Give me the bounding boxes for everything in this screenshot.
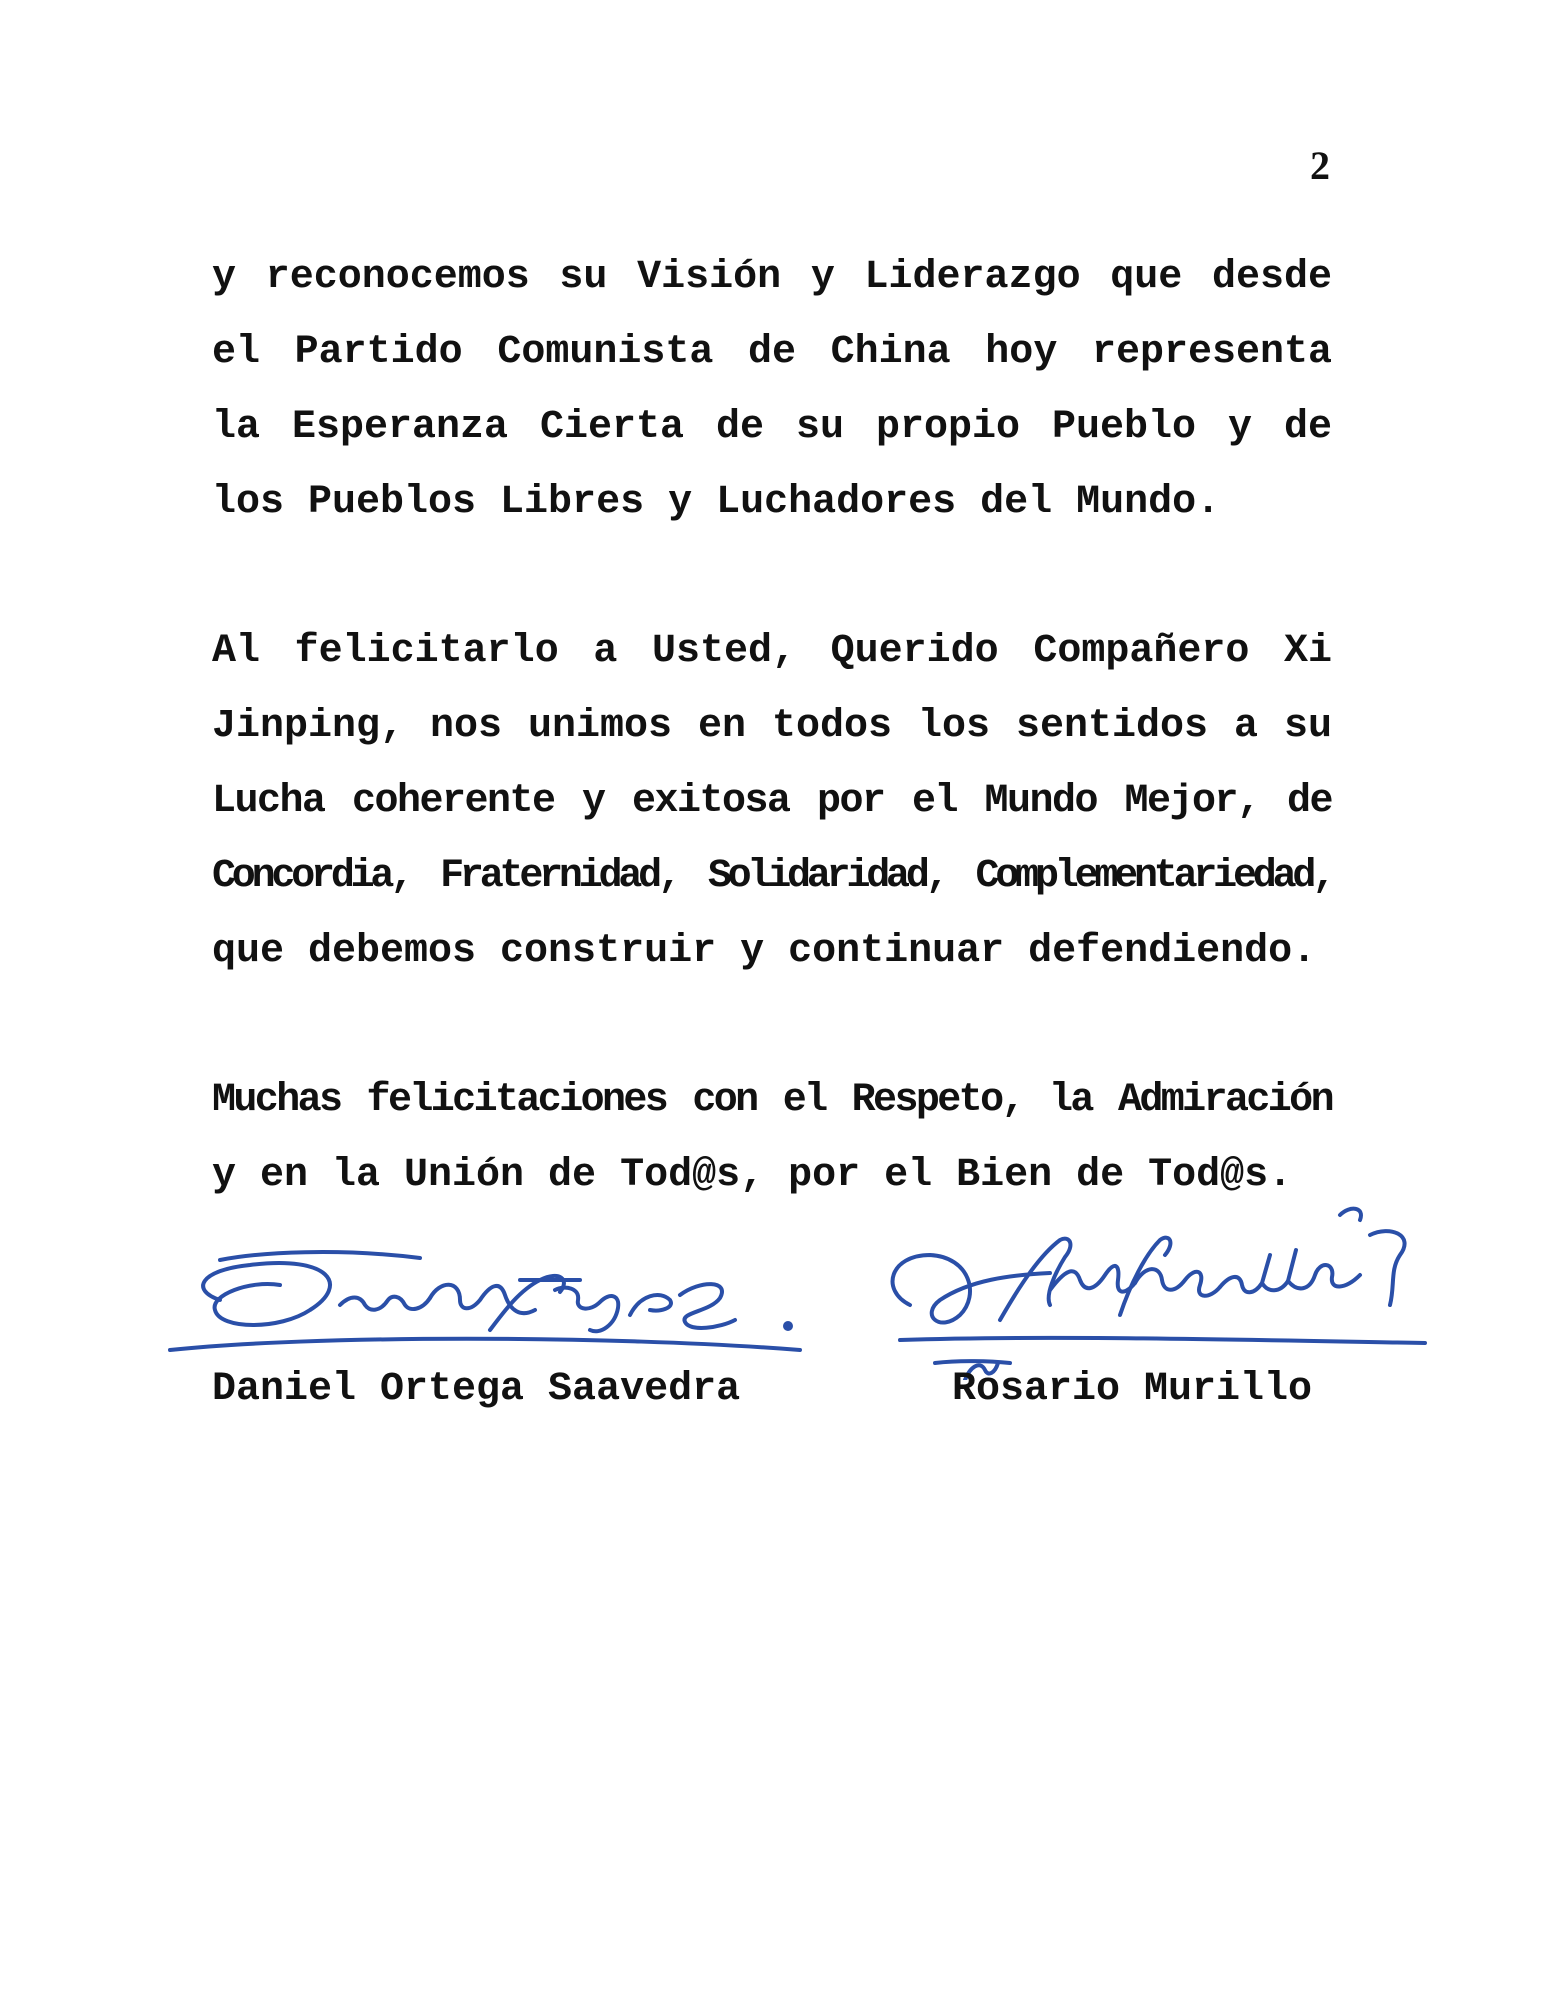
paragraph-line: los Pueblos Libres y Luchadores del Mundo. [212, 480, 1221, 525]
signature-rosario-murillo [870, 1195, 1430, 1380]
paragraph-1 [212, 240, 1332, 540]
paragraph-line: Muchas felicitaciones con el Respeto, la Admiración [212, 1078, 1332, 1123]
paragraph-3 [212, 1063, 1332, 1213]
paragraph-line: y reconocemos su Visión y Liderazgo que desde [212, 255, 1332, 300]
paragraph-line: Jinping, nos unimos en todos los sentidos a su [212, 704, 1332, 749]
paragraph-line: Concordia, Fraternidad, Solidaridad, Complementariedad, [212, 854, 1332, 899]
paragraph-line: la Esperanza Cierta de su propio Pueblo y de [212, 405, 1332, 450]
paragraph-line: y en la Unión de Tod@s, por el Bien de Tod@s. [212, 1153, 1293, 1198]
page-number: 2 [1310, 143, 1330, 188]
signatory-name-left: Daniel Ortega Saavedra [212, 1367, 741, 1412]
paragraph-line: que debemos construir y continuar defendiendo. [212, 929, 1317, 974]
paragraph-line: Al felicitarlo a Usted, Querido Compañero Xi [212, 629, 1332, 674]
paragraph-2 [212, 614, 1332, 989]
signatory-name-right: Rosario Murillo [952, 1367, 1313, 1412]
paragraph-line: el Partido Comunista de China hoy representa [212, 330, 1332, 375]
paragraph-line: Lucha coherente y exitosa por el Mundo Mejor, de [212, 779, 1332, 824]
signature-daniel-ortega [160, 1240, 820, 1380]
